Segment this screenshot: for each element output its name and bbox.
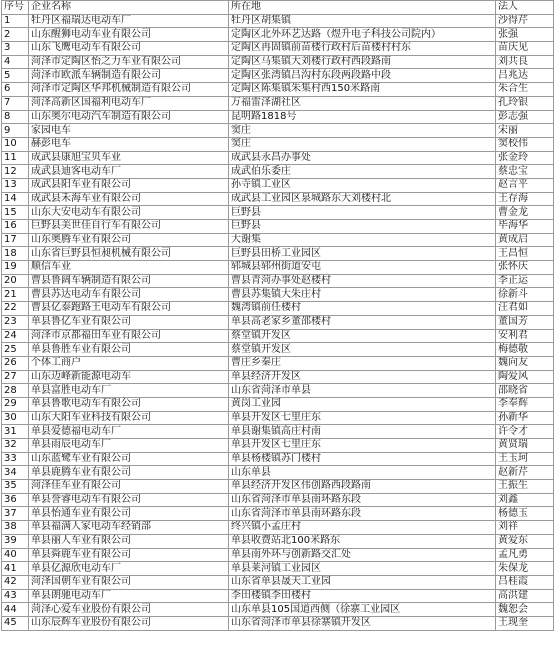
cell-name[interactable]: 山东醒狮电动车业有限公司 xyxy=(29,28,229,42)
cell-index[interactable]: 42 xyxy=(2,575,29,589)
table-row xyxy=(2,110,554,124)
table-row xyxy=(2,616,554,630)
cell-rep[interactable]: 孙新华 xyxy=(496,411,554,425)
cell-address[interactable]: 巨野县田桥工业园区 xyxy=(229,247,496,261)
table-row xyxy=(2,83,554,97)
cell-rep[interactable]: 李正运 xyxy=(496,274,554,288)
table-row xyxy=(2,343,554,357)
cell-name[interactable]: 巨野县美世佳自行车有限公司 xyxy=(29,220,229,234)
cell-address[interactable]: 单县杨楼镇苏门楼村 xyxy=(229,452,496,466)
cell-rep[interactable]: 王玉珂 xyxy=(496,452,554,466)
cell-index[interactable]: 27 xyxy=(2,370,29,384)
cell-rep[interactable]: 陶爱风 xyxy=(496,370,554,384)
table-row xyxy=(2,137,554,151)
cell-index[interactable]: 7 xyxy=(2,96,29,110)
table-row xyxy=(2,329,554,343)
cell-rep[interactable]: 毕海华 xyxy=(496,220,554,234)
cell-index[interactable]: 33 xyxy=(2,452,29,466)
cell-address[interactable]: 窦庄 xyxy=(229,124,496,138)
cell-address[interactable]: 成武县永昌办事处 xyxy=(229,151,496,165)
cell-rep[interactable]: 刘鑫 xyxy=(496,493,554,507)
cell-rep[interactable]: 刘共良 xyxy=(496,55,554,69)
cell-address[interactable]: 曹庄乡秦庄 xyxy=(229,356,496,370)
cell-index[interactable]: 24 xyxy=(2,329,29,343)
table-row xyxy=(2,315,554,329)
cell-name[interactable]: 单县朗驰电动车厂 xyxy=(29,589,229,603)
table-row xyxy=(2,466,554,480)
table-row xyxy=(2,425,554,439)
cell-address[interactable]: 山东单县105国道西侧（徐寨工业园区 xyxy=(229,603,496,617)
cell-rep[interactable]: 黄爱东 xyxy=(496,534,554,548)
table-row xyxy=(2,165,554,179)
table-row xyxy=(2,178,554,192)
cell-name[interactable]: 成武县迪客电动车厂 xyxy=(29,165,229,179)
cell-rep[interactable]: 孟凡勇 xyxy=(496,548,554,562)
cell-index[interactable]: 25 xyxy=(2,343,29,357)
cell-index[interactable]: 31 xyxy=(2,425,29,439)
cell-rep[interactable]: 赵新芹 xyxy=(496,466,554,480)
cell-rep[interactable]: 沙得芹 xyxy=(496,14,554,28)
cell-index[interactable]: 44 xyxy=(2,603,29,617)
cell-rep[interactable]: 张强 xyxy=(496,28,554,42)
cell-index[interactable]: 18 xyxy=(2,247,29,261)
table-row xyxy=(2,96,554,110)
table-row xyxy=(2,274,554,288)
table-row xyxy=(2,151,554,165)
header-row xyxy=(2,1,554,15)
cell-rep[interactable]: 高洪建 xyxy=(496,589,554,603)
cell-rep[interactable]: 王昌恒 xyxy=(496,247,554,261)
table-row xyxy=(2,124,554,138)
table-row xyxy=(2,411,554,425)
cell-rep[interactable]: 吕桂霞 xyxy=(496,575,554,589)
cell-name[interactable]: 菏泽佳车业有限公司 xyxy=(29,480,229,494)
cell-rep[interactable]: 窦校伟 xyxy=(496,137,554,151)
cell-rep[interactable]: 彭志强 xyxy=(496,110,554,124)
cell-address[interactable]: 成武伯乐委庄 xyxy=(229,165,496,179)
enterprise-table xyxy=(1,0,554,631)
cell-rep[interactable]: 安利君 xyxy=(496,329,554,343)
cell-index[interactable]: 13 xyxy=(2,178,29,192)
cell-rep[interactable]: 吕兆达 xyxy=(496,69,554,83)
cell-name[interactable]: 山东奥腾车业有限公司 xyxy=(29,233,229,247)
cell-address[interactable]: 蔡堂镇开发区 xyxy=(229,329,496,343)
cell-name[interactable]: 山东飞鹰电动车有限公司 xyxy=(29,42,229,56)
cell-address[interactable]: 单县经济开发区伟创路西段路南 xyxy=(229,480,496,494)
cell-name[interactable]: 菏泽心爱车业股份有限公司 xyxy=(29,603,229,617)
cell-index[interactable]: 34 xyxy=(2,466,29,480)
cell-address[interactable]: 单县经济开发区 xyxy=(229,370,496,384)
cell-name[interactable]: 单县亿源欣电动车厂 xyxy=(29,562,229,576)
cell-name[interactable]: 菏泽高新区国福利电动车厂 xyxy=(29,96,229,110)
cell-index[interactable]: 14 xyxy=(2,192,29,206)
cell-address[interactable]: 山东省菏泽市单县徐寨镇开发区 xyxy=(229,616,496,630)
cell-address[interactable]: 蔡堂镇开发区 xyxy=(229,343,496,357)
cell-rep[interactable]: 孔玲银 xyxy=(496,96,554,110)
cell-index[interactable]: 4 xyxy=(2,55,29,69)
cell-address[interactable]: 昆明路1818号 xyxy=(229,110,496,124)
cell-rep[interactable]: 王振生 xyxy=(496,480,554,494)
cell-name[interactable]: 牡丹区福瑞达电动车厂 xyxy=(29,14,229,28)
cell-name[interactable]: 单县誉睿电动车有限公司 xyxy=(29,493,229,507)
table-row xyxy=(2,233,554,247)
cell-rep[interactable]: 黄贤瑞 xyxy=(496,439,554,453)
cell-rep[interactable]: 邵晓省 xyxy=(496,384,554,398)
cell-name[interactable]: 曹县亿泰跑路王电动车有限公司 xyxy=(29,302,229,316)
table-row xyxy=(2,356,554,370)
cell-address[interactable]: 单县开发区七里庄东 xyxy=(229,439,496,453)
cell-index[interactable]: 45 xyxy=(2,616,29,630)
cell-name[interactable]: 菏泽市京都福田车业有限公司 xyxy=(29,329,229,343)
cell-index[interactable]: 29 xyxy=(2,397,29,411)
cell-address[interactable]: 山东省菏泽市单县南环路东段 xyxy=(229,493,496,507)
table-row xyxy=(2,302,554,316)
cell-name[interactable]: 山东蓝鹭车业有限公司 xyxy=(29,452,229,466)
cell-rep[interactable]: 张怀庆 xyxy=(496,261,554,275)
cell-name[interactable]: 单县爱德福电动车厂 xyxy=(29,425,229,439)
table-row xyxy=(2,521,554,535)
cell-rep[interactable]: 刘祥 xyxy=(496,521,554,535)
cell-index[interactable]: 16 xyxy=(2,220,29,234)
cell-rep[interactable]: 汪君如 xyxy=(496,302,554,316)
cell-name[interactable]: 曹县鲁阔车辆制造有限公司 xyxy=(29,274,229,288)
cell-name[interactable]: 单县福满人家电动车经销部 xyxy=(29,521,229,535)
cell-address[interactable]: 终兴镇小孟庄村 xyxy=(229,521,496,535)
table-row xyxy=(2,480,554,494)
cell-name[interactable]: 单县鹿腾车业有限公司 xyxy=(29,466,229,480)
cell-name[interactable]: 曹县苏达电动车有限公司 xyxy=(29,288,229,302)
cell-index[interactable]: 5 xyxy=(2,69,29,83)
cell-name[interactable]: 山东大安电动车有限公司 xyxy=(29,206,229,220)
cell-rep[interactable]: 徐新斗 xyxy=(496,288,554,302)
table-row xyxy=(2,397,554,411)
cell-address[interactable]: 定陶区北外环艺达路（煜升电子科技公司院内） xyxy=(229,28,496,42)
table-row xyxy=(2,28,554,42)
cell-index[interactable]: 41 xyxy=(2,562,29,576)
cell-address[interactable]: 巨野县 xyxy=(229,206,496,220)
cell-index[interactable]: 6 xyxy=(2,83,29,97)
cell-address[interactable]: 大谢集 xyxy=(229,233,496,247)
cell-address[interactable]: 孙寺镇工业区 xyxy=(229,178,496,192)
cell-name[interactable]: 单县怡通车业有限公司 xyxy=(29,507,229,521)
header-address[interactable]: 所在地 xyxy=(229,1,496,15)
cell-index[interactable]: 26 xyxy=(2,356,29,370)
cell-index[interactable]: 17 xyxy=(2,233,29,247)
cell-rep[interactable]: 许令才 xyxy=(496,425,554,439)
cell-name[interactable]: 家园电车 xyxy=(29,124,229,138)
cell-rep[interactable]: 魏恕会 xyxy=(496,603,554,617)
cell-rep[interactable]: 赵言平 xyxy=(496,178,554,192)
table-row xyxy=(2,589,554,603)
cell-name[interactable]: 菏泽国朝车业有限公司 xyxy=(29,575,229,589)
table-row xyxy=(2,42,554,56)
cell-rep[interactable]: 梅德敬 xyxy=(496,343,554,357)
cell-rep[interactable]: 王现奎 xyxy=(496,616,554,630)
table-row xyxy=(2,603,554,617)
cell-name[interactable]: 成武县阳车业有限公司 xyxy=(29,178,229,192)
cell-rep[interactable]: 王存海 xyxy=(496,192,554,206)
cell-address[interactable]: 巨野县 xyxy=(229,220,496,234)
cell-address[interactable]: 定陶区马集镇大刘楼行政村西段路南 xyxy=(229,55,496,69)
cell-name[interactable]: 菏泽市定陶区华邦机械制造有限公司 xyxy=(29,83,229,97)
cell-name[interactable]: 顺信车业 xyxy=(29,261,229,275)
table-row xyxy=(2,14,554,28)
cell-address[interactable]: 单县莱河镇工业园区 xyxy=(229,562,496,576)
cell-index[interactable]: 40 xyxy=(2,548,29,562)
cell-index[interactable]: 36 xyxy=(2,493,29,507)
table-row xyxy=(2,206,554,220)
cell-name[interactable]: 菏泽市欧派车辆制造有限公司 xyxy=(29,69,229,83)
cell-address[interactable]: 山东省菏泽市单县 xyxy=(229,384,496,398)
cell-name[interactable]: 山东迈峰新能源电动车 xyxy=(29,370,229,384)
cell-name[interactable]: 单县雨辰电动车厂 xyxy=(29,439,229,453)
table-row xyxy=(2,493,554,507)
cell-address[interactable]: 定陶区陈集镇朱集村西150米路南 xyxy=(229,83,496,97)
cell-index[interactable]: 20 xyxy=(2,274,29,288)
cell-address[interactable]: 单县开发区七里庄东 xyxy=(229,411,496,425)
cell-address[interactable]: 单县收费站北100米路东 xyxy=(229,534,496,548)
cell-name[interactable]: 山东辰辉车业股份有限公司 xyxy=(29,616,229,630)
table-row xyxy=(2,55,554,69)
cell-rep[interactable]: 曹金龙 xyxy=(496,206,554,220)
table-row xyxy=(2,452,554,466)
table-row xyxy=(2,69,554,83)
cell-index[interactable]: 39 xyxy=(2,534,29,548)
cell-address[interactable]: 单县南外环与创新路交汇处 xyxy=(229,548,496,562)
cell-address[interactable]: 单县高老家乡董邵楼村 xyxy=(229,315,496,329)
cell-name[interactable]: 单县舜鹿车业有限公司 xyxy=(29,548,229,562)
cell-name[interactable]: 单县富胜电动车厂 xyxy=(29,384,229,398)
cell-index[interactable]: 30 xyxy=(2,411,29,425)
cell-index[interactable]: 43 xyxy=(2,589,29,603)
table-row xyxy=(2,261,554,275)
cell-index[interactable]: 35 xyxy=(2,480,29,494)
cell-index[interactable]: 11 xyxy=(2,151,29,165)
cell-name[interactable]: 赫彭电车 xyxy=(29,137,229,151)
table-row xyxy=(2,548,554,562)
cell-rep[interactable]: 宋丽 xyxy=(496,124,554,138)
header-index[interactable]: 序号 xyxy=(2,1,29,15)
cell-rep[interactable]: 董国芳 xyxy=(496,315,554,329)
cell-index[interactable]: 15 xyxy=(2,206,29,220)
cell-name[interactable]: 山东省巨野县恒昶机械有限公司 xyxy=(29,247,229,261)
cell-rep[interactable]: 朱合生 xyxy=(496,83,554,97)
cell-address[interactable]: 万福雷泽湖社区 xyxy=(229,96,496,110)
table-row xyxy=(2,370,554,384)
cell-rep[interactable]: 蔡忠宝 xyxy=(496,165,554,179)
cell-index[interactable]: 9 xyxy=(2,124,29,138)
cell-name[interactable]: 菏泽市定陶区怡之力车业有限公司 xyxy=(29,55,229,69)
cell-rep[interactable]: 苗庆见 xyxy=(496,42,554,56)
cell-index[interactable]: 8 xyxy=(2,110,29,124)
cell-name[interactable]: 个体工商户 xyxy=(29,356,229,370)
cell-index[interactable]: 21 xyxy=(2,288,29,302)
cell-address[interactable]: 山东单县 xyxy=(229,466,496,480)
cell-address[interactable]: 单县谢集镇高庄村南 xyxy=(229,425,496,439)
table-row xyxy=(2,439,554,453)
cell-address[interactable]: 曹县青菏办事处赵楼村 xyxy=(229,274,496,288)
cell-index[interactable]: 38 xyxy=(2,521,29,535)
cell-index[interactable]: 19 xyxy=(2,261,29,275)
cell-index[interactable]: 22 xyxy=(2,302,29,316)
table-row xyxy=(2,288,554,302)
cell-index[interactable]: 3 xyxy=(2,42,29,56)
cell-rep[interactable]: 黄成启 xyxy=(496,233,554,247)
cell-index[interactable]: 2 xyxy=(2,28,29,42)
cell-index[interactable]: 23 xyxy=(2,315,29,329)
cell-name[interactable]: 单县鲁亿车业有限公司 xyxy=(29,315,229,329)
cell-name[interactable]: 单县鲁歌电动车有限公司 xyxy=(29,397,229,411)
cell-address[interactable]: 郓城县郓州街道安屯 xyxy=(229,261,496,275)
header-name[interactable]: 企业名称 xyxy=(29,1,229,15)
table-row xyxy=(2,220,554,234)
cell-index[interactable]: 10 xyxy=(2,137,29,151)
cell-name[interactable]: 单县丽人车业有限公司 xyxy=(29,534,229,548)
cell-index[interactable]: 1 xyxy=(2,14,29,28)
cell-name[interactable]: 成武县禾海车业有限公司 xyxy=(29,192,229,206)
cell-name[interactable]: 成武县康旭宝贝车业 xyxy=(29,151,229,165)
cell-name[interactable]: 山东大阳车业科技有限公司 xyxy=(29,411,229,425)
cell-rep[interactable]: 李奉辉 xyxy=(496,397,554,411)
table-row xyxy=(2,192,554,206)
table-row xyxy=(2,247,554,261)
cell-address[interactable]: 定陶区张湾镇吕沟村东段两段路中段 xyxy=(229,69,496,83)
table-row xyxy=(2,507,554,521)
cell-address[interactable]: 黄岗工业园 xyxy=(229,397,496,411)
cell-name[interactable]: 单县鲁胜车业有限公司 xyxy=(29,343,229,357)
cell-address[interactable]: 山东省菏泽市单县南环路东段 xyxy=(229,507,496,521)
header-rep[interactable]: 法人 xyxy=(496,1,554,15)
cell-index[interactable]: 32 xyxy=(2,439,29,453)
cell-address[interactable]: 魏湾镇前任楼村 xyxy=(229,302,496,316)
cell-address[interactable]: 成武县工业园区泉城路东大刘楼村北 xyxy=(229,192,496,206)
cell-rep[interactable]: 魏向友 xyxy=(496,356,554,370)
cell-address[interactable]: 山东省单县晟天工业园 xyxy=(229,575,496,589)
cell-address[interactable]: 定陶区冉固镇前苗楼行政村后苗楼村村东 xyxy=(229,42,496,56)
cell-index[interactable]: 28 xyxy=(2,384,29,398)
cell-index[interactable]: 37 xyxy=(2,507,29,521)
cell-address[interactable]: 窦庄 xyxy=(229,137,496,151)
cell-name[interactable]: 山东奥尔电动汽车制造有限公司 xyxy=(29,110,229,124)
table-row xyxy=(2,562,554,576)
cell-rep[interactable]: 朱保龙 xyxy=(496,562,554,576)
cell-address[interactable]: 李田楼镇李田楼村 xyxy=(229,589,496,603)
cell-address[interactable]: 牡丹区胡集镇 xyxy=(229,14,496,28)
cell-address[interactable]: 曹县苏集镇大朱庄村 xyxy=(229,288,496,302)
table-row xyxy=(2,575,554,589)
cell-index[interactable]: 12 xyxy=(2,165,29,179)
cell-rep[interactable]: 张金玲 xyxy=(496,151,554,165)
table-row xyxy=(2,384,554,398)
cell-rep[interactable]: 杨德玉 xyxy=(496,507,554,521)
table-row xyxy=(2,534,554,548)
